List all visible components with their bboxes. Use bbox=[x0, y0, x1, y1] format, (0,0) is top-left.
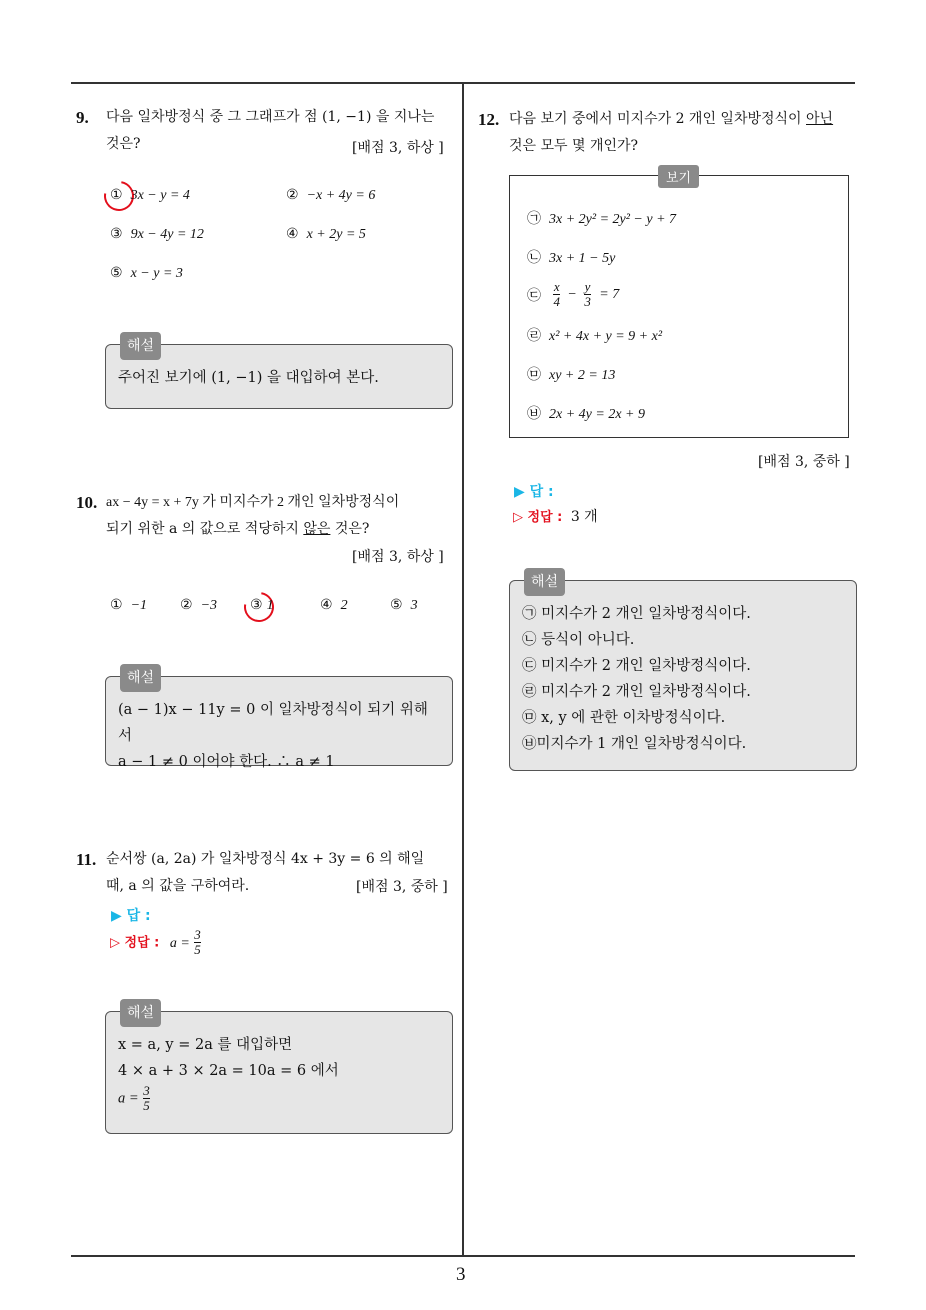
solution-fraction bbox=[143, 1084, 150, 1113]
choice-text: −1 bbox=[130, 598, 148, 613]
choice-text: x + 2y = 5 bbox=[306, 227, 366, 242]
q12-answer-label: ▶ 답 : bbox=[514, 484, 554, 500]
q9-line1: 다음 일차방정식 중 그 그래프가 점 (1, −1) 을 지나는 bbox=[106, 109, 435, 125]
solution-line: ㉠ 미지수가 2 개인 일차방정식이다. bbox=[522, 606, 751, 622]
choice-number: ② bbox=[286, 187, 299, 203]
q9-number: 9. bbox=[76, 108, 89, 127]
item-text: 3x + 2y² = 2y² − y + 7 bbox=[549, 212, 677, 227]
q10-choice-3[interactable] bbox=[250, 597, 274, 614]
item-text: xy + 2 = 13 bbox=[549, 368, 616, 383]
q12-solution-box bbox=[509, 574, 857, 771]
correct-prefix: a = bbox=[169, 935, 190, 951]
q9-line2: 것은? bbox=[106, 136, 141, 152]
q11-answer-label: ▶ 답 : bbox=[111, 908, 151, 924]
item-number: ㉠ bbox=[527, 211, 541, 227]
q10-line2-pre: 되기 위한 a 의 값으로 적당하지 bbox=[106, 521, 304, 537]
choice-number: ④ bbox=[320, 597, 333, 613]
bottom-rule bbox=[71, 1255, 855, 1257]
fraction-numerator: 3 bbox=[143, 1083, 150, 1098]
solution-line: 주어진 보기에 (1, −1) 을 대입하여 본다. bbox=[118, 370, 379, 386]
solution-frac-prefix: a = bbox=[118, 1090, 139, 1107]
choice-text: −3 bbox=[200, 598, 218, 613]
solution-line: ㉤ x, y 에 관한 이차방정식이다. bbox=[522, 710, 726, 726]
fraction-denominator: 5 bbox=[143, 1098, 150, 1113]
bogi-item-5 bbox=[527, 364, 615, 384]
q11-correct-answer bbox=[110, 928, 201, 957]
q9-choice-5[interactable] bbox=[110, 265, 183, 282]
solution-fraction-line bbox=[118, 1084, 438, 1113]
fraction-numerator: x bbox=[553, 279, 560, 294]
solution-line: ㉣ 미지수가 2 개인 일차방정식이다. bbox=[522, 684, 751, 700]
solution-tag: 해설 bbox=[120, 999, 161, 1027]
solution-line: x = a, y = 2a 를 대입하면 bbox=[118, 1037, 293, 1053]
choice-text: x − y = 3 bbox=[130, 266, 183, 281]
fraction-denominator: 3 bbox=[584, 294, 591, 309]
choice-text: 3x − y = 4 bbox=[130, 188, 190, 203]
bogi-item-2 bbox=[527, 247, 615, 267]
correct-fraction bbox=[194, 928, 201, 957]
q10-choice-4[interactable] bbox=[320, 597, 348, 614]
bogi-item-4 bbox=[527, 325, 662, 345]
fraction-denominator: 5 bbox=[194, 942, 201, 957]
item-number: ㉡ bbox=[527, 250, 541, 266]
choice-text: 2 bbox=[340, 598, 348, 613]
item-text: 3x + 1 − 5y bbox=[549, 251, 616, 266]
solution-line: 4 × a + 3 × 2a = 10a = 6 에서 bbox=[118, 1063, 339, 1079]
q12-correct-answer bbox=[513, 506, 598, 526]
q12-text bbox=[509, 106, 859, 160]
correct-label: ▷ 정답 : bbox=[513, 510, 563, 525]
choice-text: −x + 4y = 6 bbox=[306, 188, 376, 203]
q10-line1: ax − 4y = x + 7y 가 미지수가 2 개인 일차방정식이 bbox=[106, 495, 400, 510]
q12-number: 12. bbox=[478, 110, 500, 129]
bogi-item-3 bbox=[527, 280, 619, 309]
column-divider bbox=[462, 82, 464, 1256]
q9-choice-4[interactable] bbox=[286, 226, 366, 243]
solution-line: ㉢ 미지수가 2 개인 일차방정식이다. bbox=[522, 658, 751, 674]
q11-line1: 순서쌍 (a, 2a) 가 일차방정식 4x + 3y = 6 의 해일 bbox=[106, 851, 425, 867]
q9-choice-1[interactable] bbox=[110, 187, 190, 204]
solution-line: ㉡ 등식이 아니다. bbox=[522, 632, 635, 648]
q9-solution-box bbox=[105, 338, 453, 409]
correct-label: ▷ 정답 : bbox=[110, 935, 160, 951]
q11-points: [배점 3, 중하 ] bbox=[356, 879, 448, 895]
item-text: x² + 4x + y = 9 + x² bbox=[549, 329, 663, 344]
q9-points: [배점 3, 하상 ] bbox=[352, 140, 444, 156]
q12-line1-underlined: 아닌 bbox=[806, 111, 834, 127]
q10-text bbox=[106, 489, 456, 543]
q10-solution-box bbox=[105, 670, 453, 770]
correct-value: 3 개 bbox=[570, 509, 598, 525]
choice-number: ① bbox=[110, 597, 123, 613]
choice-number: ⑤ bbox=[110, 265, 123, 281]
item-number: ㉢ bbox=[527, 287, 541, 304]
q10-line2-post: 것은? bbox=[330, 521, 370, 537]
item-number: ㉤ bbox=[527, 367, 541, 383]
q10-line2 bbox=[106, 516, 456, 543]
choice-number: ② bbox=[180, 597, 193, 613]
solution-tag: 해설 bbox=[120, 664, 161, 692]
q10-number: 10. bbox=[76, 493, 98, 512]
minus-sign: − bbox=[567, 286, 577, 302]
bogi-item-1 bbox=[527, 208, 676, 228]
choice-text: 3 bbox=[410, 598, 418, 613]
choice-number: ④ bbox=[286, 226, 299, 242]
equation-tail: = 7 bbox=[599, 286, 620, 302]
q11-solution-box bbox=[105, 1005, 453, 1134]
item-number: ㉣ bbox=[527, 328, 541, 344]
choice-number: ① bbox=[110, 187, 123, 203]
q12-points: [배점 3, 중하 ] bbox=[758, 454, 850, 470]
q11-line2: 때, a 의 값을 구하여라. bbox=[106, 878, 250, 894]
choice-text: 9x − 4y = 12 bbox=[130, 227, 204, 242]
q12-line1 bbox=[509, 106, 859, 133]
choice-number: ③ bbox=[110, 226, 123, 242]
fraction-y-over-3 bbox=[584, 280, 591, 309]
bogi-tag: 보기 bbox=[658, 165, 699, 188]
item-text: 2x + 4y = 2x + 9 bbox=[549, 407, 645, 422]
q10-choice-2[interactable] bbox=[180, 597, 217, 614]
fraction-x-over-4 bbox=[553, 280, 560, 309]
bogi-item-6 bbox=[527, 403, 645, 423]
solution-line: a − 1 ≠ 0 이어야 한다. ∴ a ≠ 1 bbox=[118, 754, 335, 770]
choice-number: ⑤ bbox=[390, 597, 403, 613]
fraction-numerator: y bbox=[584, 279, 591, 294]
solution-tag: 해설 bbox=[524, 568, 565, 596]
page-number: 3 bbox=[456, 1264, 466, 1285]
q10-choice-1[interactable] bbox=[110, 597, 147, 614]
q10-choice-5[interactable] bbox=[390, 597, 418, 614]
q9-choice-3[interactable] bbox=[110, 226, 204, 243]
solution-line: ㉥미지수가 1 개인 일차방정식이다. bbox=[522, 736, 747, 752]
q9-choice-2[interactable] bbox=[286, 187, 375, 204]
q12-line2: 것은 모두 몇 개인가? bbox=[509, 138, 639, 154]
q10-points: [배점 3, 하상 ] bbox=[352, 549, 444, 565]
q12-line1-pre: 다음 보기 중에서 미지수가 2 개인 일차방정식이 bbox=[509, 111, 807, 127]
item-number: ㉥ bbox=[527, 406, 541, 422]
choice-text: 1 bbox=[266, 598, 274, 613]
q10-line2-underlined: 않은 bbox=[303, 521, 331, 537]
q11-number: 11. bbox=[76, 850, 97, 869]
fraction-denominator: 4 bbox=[553, 294, 560, 309]
solution-line: (a − 1)x − 11y = 0 이 일차방정식이 되기 위해서 bbox=[118, 702, 428, 744]
solution-tag: 해설 bbox=[120, 332, 161, 360]
choice-number: ③ bbox=[250, 597, 263, 613]
fraction-numerator: 3 bbox=[194, 927, 201, 942]
